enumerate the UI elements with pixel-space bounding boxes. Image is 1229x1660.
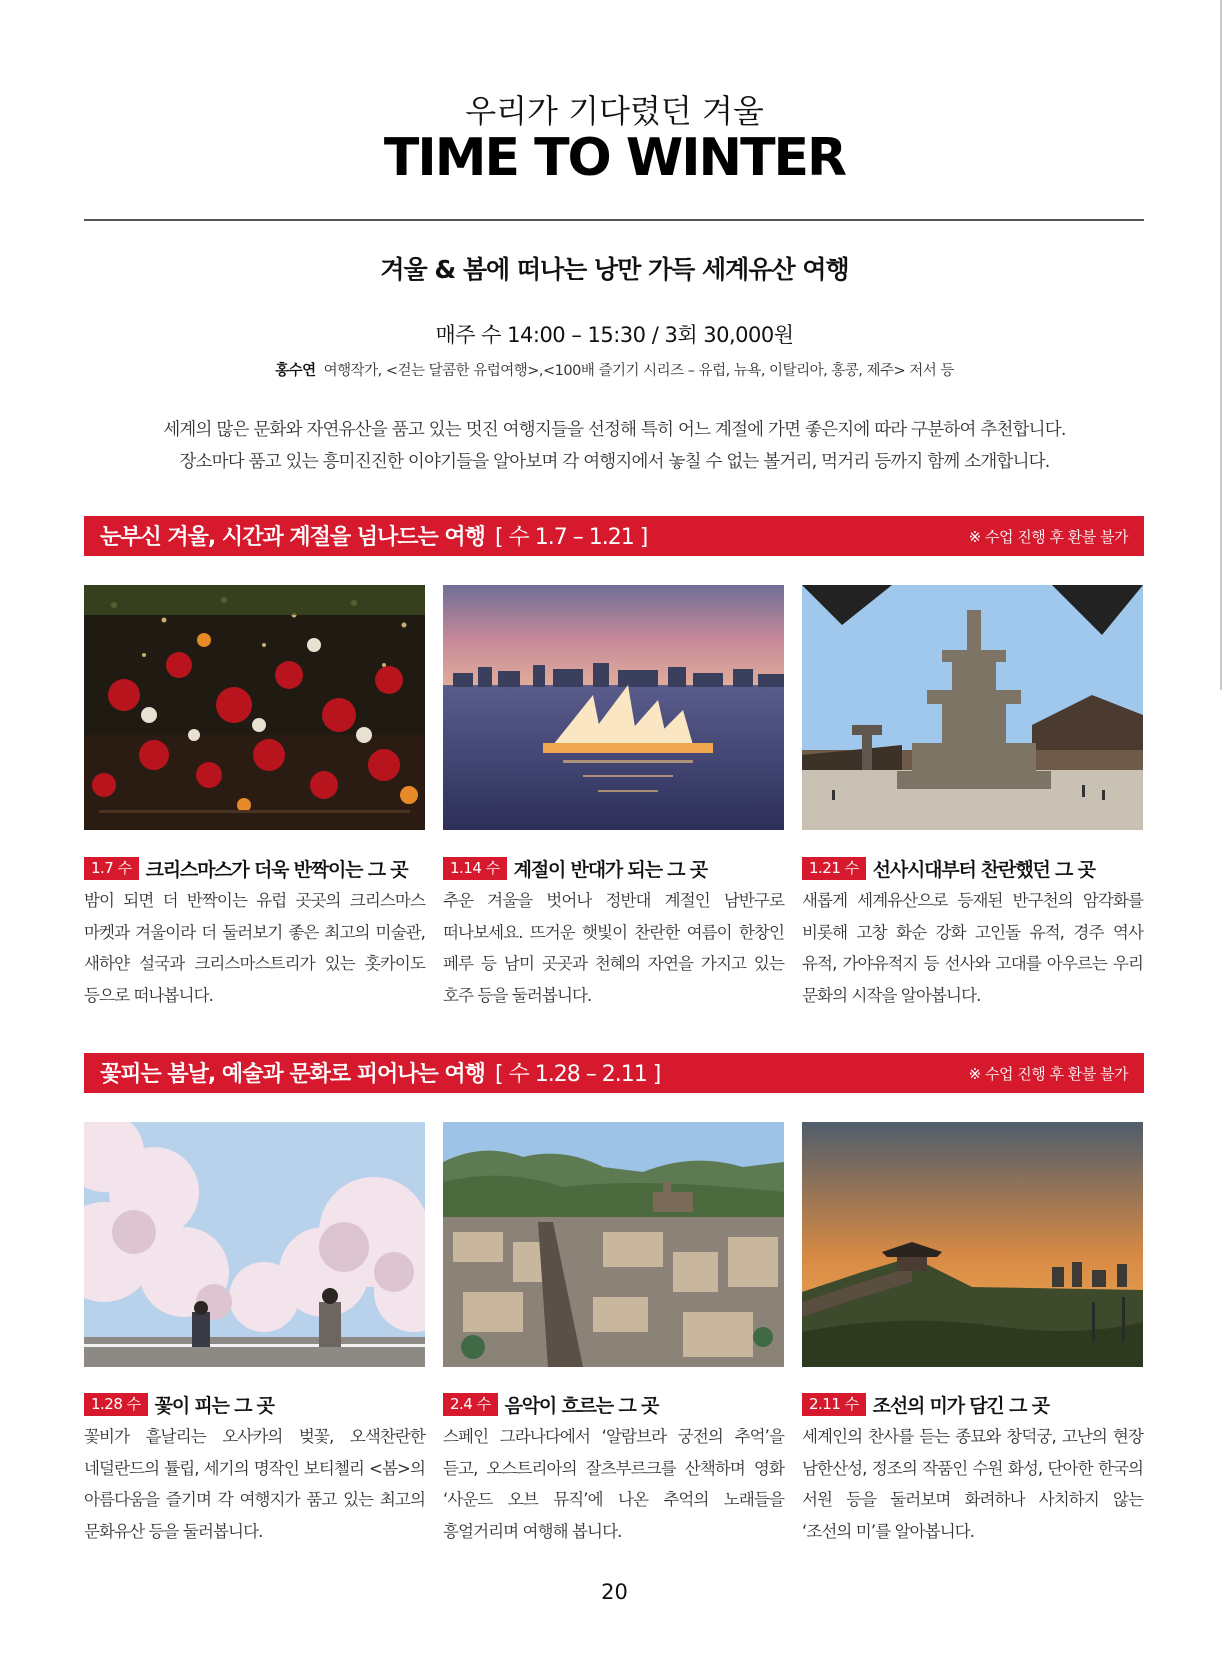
photo-cherry-blossoms <box>84 1122 425 1367</box>
card-title: 계절이 반대가 되는 그 곳 <box>513 858 707 881</box>
page-number: 20 <box>601 1580 628 1604</box>
photo-christmas-ornaments <box>84 585 425 830</box>
card-title: 조선의 미가 담긴 그 곳 <box>872 1394 1049 1417</box>
card-header <box>84 1392 425 1416</box>
instructor-name: 홍수연 <box>275 363 316 379</box>
program-intro <box>0 414 1229 478</box>
card-description: 스페인 그라나다에서 ‘알람브라 궁전의 추억’을 듣고, 오스트리아의 잘츠부르크를 산책하며 영화 ‘사운드 오브 뮤직’에 나온 추억의 노래들을 흥얼거리며 여행해 봅니다. <box>443 1427 784 1541</box>
date-badge: 1.28 수 <box>84 1393 148 1416</box>
course-card <box>84 856 425 1011</box>
section-date: [ 수 1.28 – 2.11 ] <box>494 1062 661 1087</box>
program-schedule: 매주 수 14:00 – 15:30 / 3회 30,000원 <box>435 323 794 347</box>
section-date: [ 수 1.7 – 1.21 ] <box>494 525 648 550</box>
kicker-title: 우리가 기다렸던 겨울 <box>465 92 764 130</box>
course-card <box>802 1392 1143 1547</box>
intro-line: 장소마다 품고 있는 흥미진진한 이야기들을 알아보며 각 여행지에서 놓칠 수 없는 볼거리, 먹거리 등까지 함께 소개합니다. <box>179 452 1050 472</box>
photo-stone-pagoda <box>802 585 1143 830</box>
section-band-winter <box>84 516 1144 556</box>
refund-note: ※ 수업 진행 후 환불 불가 <box>968 528 1128 546</box>
card-header <box>84 856 425 880</box>
section-title <box>100 1057 660 1088</box>
card-description: 세계인의 찬사를 듣는 종묘와 창덕궁, 고난의 현장 남한산성, 정조의 작품인 수원 화성, 단아한 한국의 서원 등을 둘러보며 화려하나 사치하지 않는 ‘조선의 미’를 알아봅니다. <box>802 1427 1143 1541</box>
section-title <box>100 520 647 551</box>
card-description: 추운 겨울을 벗어나 정반대 계절인 남반구로 떠나보세요. 뜨거운 햇빛이 찬란한 여름이 한창인 페루 등 남미 곳곳과 천혜의 자연을 가지고 있는 호주 등을 둘러봅니다. <box>443 891 784 1005</box>
photo-salzburg-city <box>443 1122 784 1367</box>
course-card <box>84 1392 425 1547</box>
instructor-info: 여행작가, <걷는 달콤한 유럽여행>,<100배 즐기기 시리즈 – 유럽, 뉴욕, 이탈리아, 홍콩, 제주> 저서 등 <box>323 363 954 379</box>
date-badge: 2.4 수 <box>443 1393 498 1416</box>
card-header <box>443 1392 784 1416</box>
date-badge: 1.7 수 <box>84 857 139 880</box>
section-title-text: 눈부신 겨울, 시간과 계절을 넘나드는 여행 <box>100 525 485 550</box>
card-title: 선사시대부터 찬란했던 그 곳 <box>872 858 1095 881</box>
card-title: 크리스마스가 더욱 반짝이는 그 곳 <box>145 858 408 881</box>
course-card <box>443 856 784 1011</box>
divider <box>84 219 1144 221</box>
course-card <box>802 856 1143 1011</box>
card-description: 밤이 되면 더 반짝이는 유럽 곳곳의 크리스마스 마켓과 겨울이라 더 둘러보기 좋은 최고의 미술관, 새하얀 설국과 크리스마스트리가 있는 홋카이도 등으로 떠나봅니다. <box>84 891 425 1005</box>
date-badge: 1.14 수 <box>443 857 507 880</box>
date-badge: 2.11 수 <box>802 1393 866 1416</box>
photo-hwaseong-fortress <box>802 1122 1143 1367</box>
card-title: 꽃이 피는 그 곳 <box>154 1394 274 1417</box>
card-header <box>802 856 1143 880</box>
section-band-spring <box>84 1053 1144 1093</box>
section-title-text: 꽃피는 봄날, 예술과 문화로 피어나는 여행 <box>100 1062 485 1087</box>
card-header <box>802 1392 1143 1416</box>
card-title: 음악이 흐르는 그 곳 <box>504 1394 659 1417</box>
refund-note: ※ 수업 진행 후 환불 불가 <box>968 1065 1128 1083</box>
card-description: 새롭게 세계유산으로 등재된 반구천의 암각화를 비롯해 고창 화순 강화 고인돌 유적, 경주 역사 유적, 가야유적지 등 선사와 고대를 아우르는 우리 문화의 시작을 알아봅니다. <box>802 891 1143 1005</box>
date-badge: 1.21 수 <box>802 857 866 880</box>
card-header <box>443 856 784 880</box>
instructor-line <box>0 359 1229 380</box>
intro-line: 세계의 많은 문화와 자연유산을 품고 있는 멋진 여행지들을 선정해 특히 어느 계절에 가면 좋은지에 따라 구분하여 추천합니다. <box>163 420 1066 440</box>
photo-sydney-opera-house <box>443 585 784 830</box>
program-title: 겨울 & 봄에 떠나는 낭만 가득 세계유산 여행 <box>380 255 849 284</box>
card-description: 꽃비가 흩날리는 오사카의 벚꽃, 오색찬란한 네덜란드의 튤립, 세기의 명작인 보티첼리 <봄>의 아름다움을 즐기며 각 여행지가 품고 있는 최고의 문화유산 등을 둘러봅니다. <box>84 1427 425 1541</box>
course-card <box>443 1392 784 1547</box>
headline: TIME TO WINTER <box>383 128 846 188</box>
